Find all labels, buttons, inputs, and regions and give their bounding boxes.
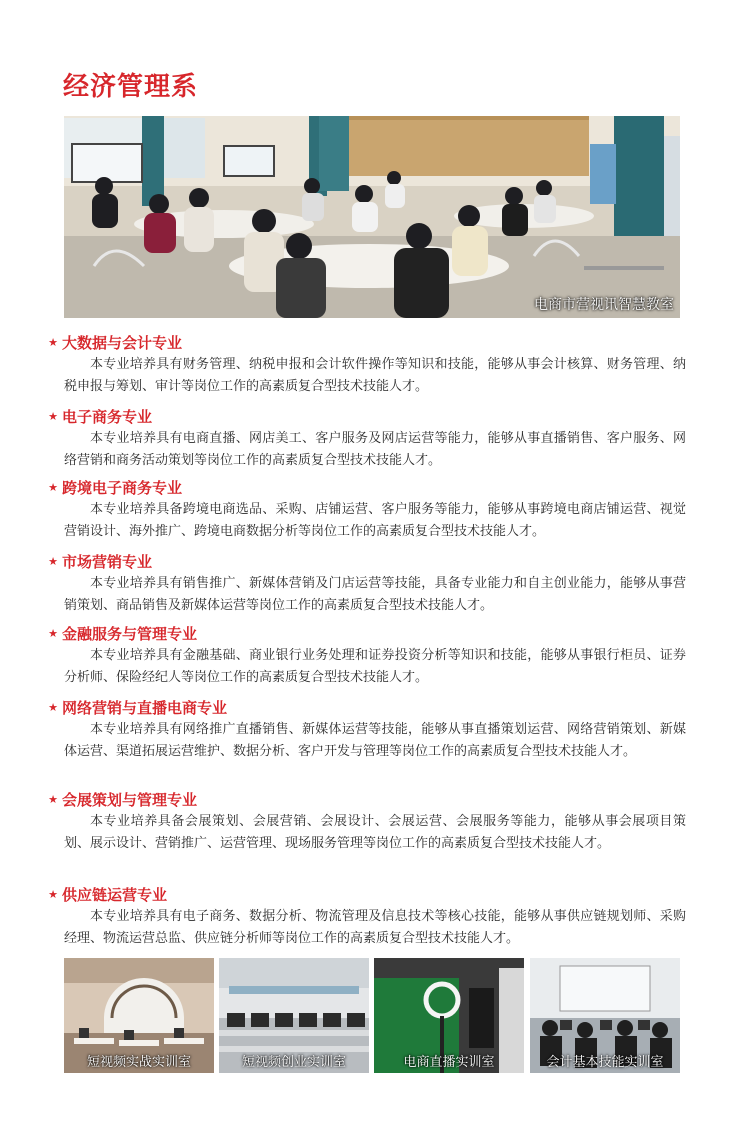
major-item	[44, 551, 694, 616]
training-room-gallery	[64, 958, 680, 1073]
star-icon: ★	[48, 700, 58, 714]
gallery-photo	[374, 958, 524, 1073]
gallery-caption: 短视频创业实训室	[241, 1055, 346, 1070]
major-item	[44, 332, 694, 397]
major-item	[44, 477, 694, 542]
hero-photo	[64, 116, 680, 318]
gallery-caption: 会计基本技能实训室	[546, 1055, 664, 1070]
gallery-photo	[64, 958, 214, 1073]
major-description: 本专业培养具有财务管理、纳税申报和会计软件操作等知识和技能，能够从事会计核算、财务管理、纳税申报与筹划、审计等岗位工作的高素质复合型技术技能人才。	[64, 357, 686, 394]
star-icon: ★	[48, 626, 58, 640]
gallery-photo	[530, 958, 680, 1073]
star-icon: ★	[48, 792, 58, 806]
classroom-illustration	[64, 116, 680, 318]
page-title: 经济管理系	[63, 72, 199, 102]
major-description: 本专业培养具备跨境电商选品、采购、店铺运营、客户服务等能力，能够从事跨境电商店铺运营、视觉营销设计、海外推广、跨境电商数据分析等岗位工作的高素质复合型技术技能人才。	[64, 502, 686, 539]
hero-caption: 电商市营视讯智慧教室	[534, 297, 674, 313]
major-description: 本专业培养具备会展策划、会展营销、会展设计、会展运营、会展服务等能力，能够从事会展项目策划、展示设计、营销推广、运营管理、现场服务管理等岗位工作的高素质复合型技术技能人才。	[64, 814, 686, 851]
major-title: 会展策划与管理专业	[62, 790, 198, 809]
gallery-caption: 短视频实战实训室	[86, 1055, 191, 1070]
star-icon: ★	[48, 335, 58, 349]
major-description: 本专业培养具有电商直播、网店美工、客户服务及网店运营等能力，能够从事直播销售、客户服务、网络营销和商务活动策划等岗位工作的高素质复合型技术技能人才。	[64, 431, 686, 468]
major-title: 跨境电子商务专业	[62, 478, 183, 497]
major-description: 本专业培养具有销售推广、新媒体营销及门店运营等技能，具备专业能力和自主创业能力，能够从事营销策划、商品销售及新媒体运营等岗位工作的高素质复合型技术技能人才。	[64, 576, 686, 613]
major-title: 网络营销与直播电商专业	[62, 698, 228, 717]
major-title: 电子商务专业	[62, 407, 153, 426]
gallery-photo	[219, 958, 369, 1073]
gallery-caption: 电商直播实训室	[403, 1055, 495, 1070]
major-description: 本专业培养具有网络推广直播销售、新媒体运营等技能，能够从事直播策划运营、网络营销策划、新媒体运营、渠道拓展运营维护、数据分析、客户开发与管理等岗位工作的高素质复合型技术技能人才。	[64, 722, 686, 759]
major-item	[44, 789, 694, 854]
major-item	[44, 623, 694, 688]
major-description: 本专业培养具有金融基础、商业银行业务处理和证券投资分析等知识和技能，能够从事银行柜员、证券分析师、保险经纪人等岗位工作的高素质复合型技术技能人才。	[64, 648, 686, 685]
major-title: 市场营销专业	[62, 552, 153, 571]
major-item	[44, 697, 694, 762]
major-title: 大数据与会计专业	[62, 333, 183, 352]
star-icon: ★	[48, 480, 58, 494]
star-icon: ★	[48, 409, 58, 423]
major-title: 供应链运营专业	[62, 885, 168, 904]
major-item	[44, 406, 694, 471]
star-icon: ★	[48, 554, 58, 568]
major-description: 本专业培养具有电子商务、数据分析、物流管理及信息技术等核心技能，能够从事供应链规划师、采购经理、物流运营总监、供应链分析师等岗位工作的高素质复合型技术技能人才。	[64, 909, 686, 946]
major-item	[44, 884, 694, 949]
major-title: 金融服务与管理专业	[62, 624, 198, 643]
star-icon: ★	[48, 887, 58, 901]
